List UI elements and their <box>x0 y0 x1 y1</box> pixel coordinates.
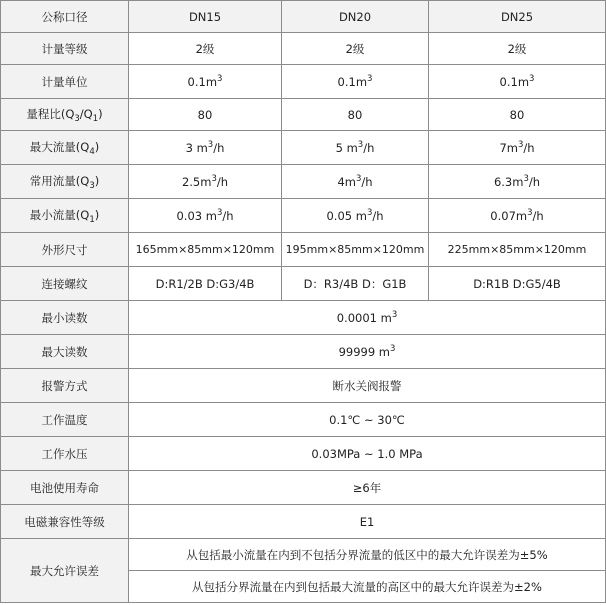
qmax-dn20: 5 $m^3/h$ <box>282 131 429 165</box>
qnom-dn25: $6.3m^3/h$ <box>429 165 606 199</box>
unit-dn25: $0.1m^3$ <box>429 65 606 99</box>
ratio-label: 量程比$(Q_3/Q_1)$ <box>1 99 129 131</box>
grade-label: 计量等级 <box>1 33 129 65</box>
qmin-label: 最小流量$(Q_1)$ <box>1 199 129 233</box>
header-dn25: DN25 <box>429 1 606 33</box>
ratio-dn20: 80 <box>282 99 429 131</box>
ratio-dn15: 80 <box>129 99 282 131</box>
qnom-label: 常用流量$(Q_3)$ <box>1 165 129 199</box>
row-minread <box>1 301 606 335</box>
maxread-label: 最大读数 <box>1 335 129 369</box>
size-dn20: 195mm×85mm×120mm <box>282 233 429 267</box>
error-high-value: 从包括分界流量在内到包括最大流量的高区中的最大允许误差为±2% <box>129 571 606 603</box>
pressure-label: 工作水压 <box>1 437 129 471</box>
qmin-dn25: $0.07m^3/h$ <box>429 199 606 233</box>
unit-label: 计量单位 <box>1 65 129 99</box>
row-size <box>1 233 606 267</box>
row-thread <box>1 267 606 301</box>
row-temp <box>1 403 606 437</box>
error-low-value: 从包括最小流量在内到不包括分界流量的低区中的最大允许误差为±5% <box>129 539 606 571</box>
battery-value: ≥6年 <box>129 471 606 505</box>
pressure-value: 0.03MPa ~ 1.0 MPa <box>129 437 606 471</box>
header-dn15: DN15 <box>129 1 282 33</box>
header-dn20: DN20 <box>282 1 429 33</box>
grade-dn20: 2级 <box>282 33 429 65</box>
header-label: 公称口径 <box>1 1 129 33</box>
row-qmin <box>1 199 606 233</box>
row-grade <box>1 33 606 65</box>
temp-label: 工作温度 <box>1 403 129 437</box>
row-error-low <box>1 539 606 571</box>
unit-dn20: $0.1m^3$ <box>282 65 429 99</box>
thread-dn20: D：R3/4B D：G1B <box>282 267 429 301</box>
qmax-dn15: 3 $m^3/h$ <box>129 131 282 165</box>
alarm-value: 断水关阀报警 <box>129 369 606 403</box>
qmin-dn20: 0.05 $m^3/h$ <box>282 199 429 233</box>
emc-value: E1 <box>129 505 606 539</box>
minread-value: 0.0001 $m^3$ <box>129 301 606 335</box>
header-row <box>1 1 606 33</box>
ratio-dn25: 80 <box>429 99 606 131</box>
minread-label: 最小读数 <box>1 301 129 335</box>
qnom-dn15: $2.5m^3/h$ <box>129 165 282 199</box>
row-battery <box>1 471 606 505</box>
row-ratio <box>1 99 606 131</box>
temp-value: 0.1℃ ~ 30℃ <box>129 403 606 437</box>
maxread-value: 99999 $m^3$ <box>129 335 606 369</box>
row-maxread <box>1 335 606 369</box>
grade-dn25: 2级 <box>429 33 606 65</box>
grade-dn15: 2级 <box>129 33 282 65</box>
qnom-dn20: $4m^3/h$ <box>282 165 429 199</box>
qmax-label: 最大流量$(Q_4)$ <box>1 131 129 165</box>
size-label: 外形尺寸 <box>1 233 129 267</box>
row-qmax <box>1 131 606 165</box>
thread-label: 连接螺纹 <box>1 267 129 301</box>
unit-dn15: $0.1m^3$ <box>129 65 282 99</box>
row-qnom <box>1 165 606 199</box>
row-alarm <box>1 369 606 403</box>
battery-label: 电池使用寿命 <box>1 471 129 505</box>
alarm-label: 报警方式 <box>1 369 129 403</box>
error-label: 最大允许误差 <box>1 539 129 603</box>
row-emc <box>1 505 606 539</box>
emc-label: 电磁兼容性等级 <box>1 505 129 539</box>
qmin-dn15: 0.03 $m^3/h$ <box>129 199 282 233</box>
size-dn15: 165mm×85mm×120mm <box>129 233 282 267</box>
thread-dn25: D:R1B D:G5/4B <box>429 267 606 301</box>
qmax-dn25: $7m^3/h$ <box>429 131 606 165</box>
row-unit <box>1 65 606 99</box>
row-pressure <box>1 437 606 471</box>
thread-dn15: D:R1/2B D:G3/4B <box>129 267 282 301</box>
size-dn25: 225mm×85mm×120mm <box>429 233 606 267</box>
